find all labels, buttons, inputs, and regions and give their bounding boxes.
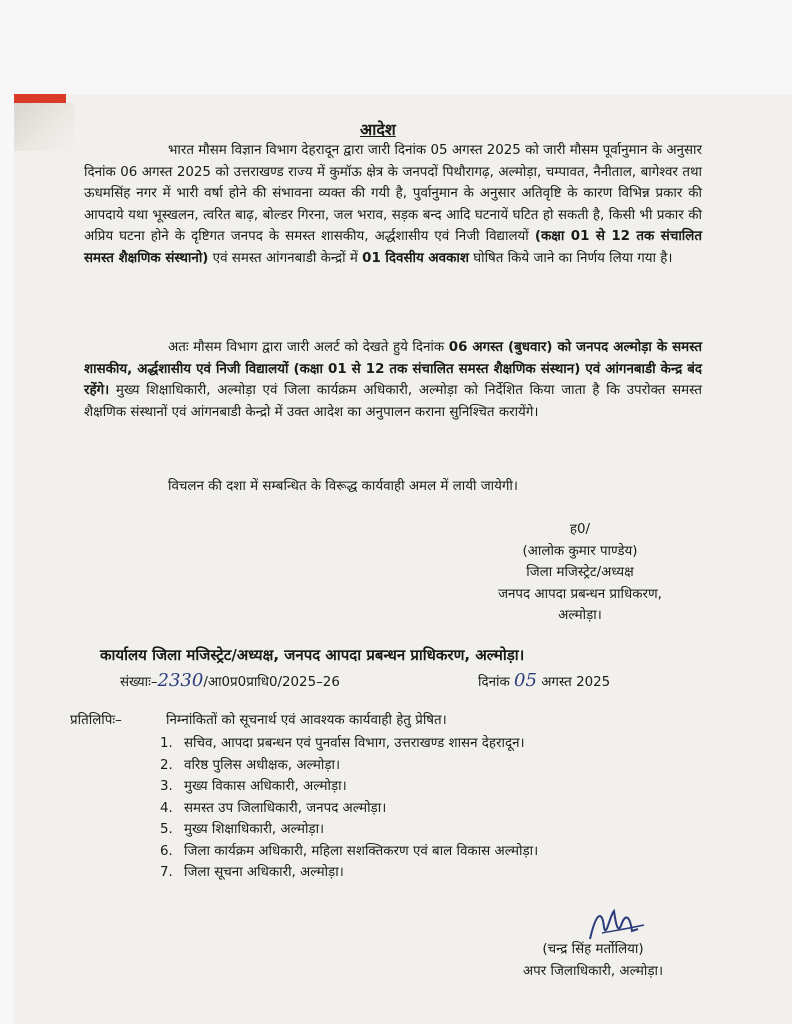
list-item <box>160 862 538 884</box>
office-heading: कार्यालय जिला मजिस्ट्रेट/अध्यक्ष, जनपद आपदा प्रबन्धन प्राधिकरण, अल्मोड़ा। <box>100 646 525 664</box>
para3-text: विचलन की दशा में सम्बन्धित के विरूद्ध कार्यवाही अमल में लायी जायेगी। <box>168 479 518 494</box>
sign-note: ह0/ <box>569 522 591 537</box>
para2-start: अतः मौसम विभाग द्वारा जारी अलर्ट को देखते हुये दिनांक <box>168 340 445 355</box>
signatory-place: अल्मोड़ा। <box>558 608 602 623</box>
item-number: 4. <box>160 800 173 816</box>
item-text: मुख्य शिक्षाधिकारी, अल्मोड़ा। <box>184 822 325 837</box>
item-number: 1. <box>160 736 173 751</box>
para1-mid-text: एवं समस्त आंगनबाडी केन्द्रों में <box>212 250 358 266</box>
copy-recipient-list <box>160 733 538 884</box>
copy-label: प्रतिलिपिः– <box>70 713 122 728</box>
para1-text: भारत मौसम विज्ञान विभाग देहरादून द्वारा जारी दिनांक 05 अगस्त 2025 को जारी मौसम पूर्वानुमान के अनुसार दिनांक 06 अगस्त 2025 को उत्तराखण्ड राज्य में कुमॉऊ क्षेत्र के जनपदों पिथौरागढ़, अल्मोड़ा, चम्पावत, नैनीताल, बागेश्वर तथा ऊधमसिंह नगर में भारी वर्षा होने की संभावना व्यक्त की गयी है, पुर्वानुमान के अनुसार अतिवृष्टि के कारण विभिन्न प्रकार की आपदाये यथा भूस्खलन, त्वरित बाढ़, बोल्डर गिरना, जल भराव, सड़क बन्द आदि घटनायें घटित हो सकती है, किसी भी प्रकार की अप्रिय घटना होने के दृष्टिगत जनपद के समस्त शासकीय, अर्द्धशासीय एवं निजी विद्यालयों <box>84 143 702 244</box>
item-number: 3. <box>160 779 173 794</box>
list-item <box>160 819 538 841</box>
issue-date <box>478 670 610 691</box>
item-text: जिला कार्यक्रम अधिकारी, महिला सशक्तिकरण एवं बाल विकास अल्मोड़ा। <box>184 843 539 859</box>
order-title: आदेश <box>360 120 396 139</box>
item-text: समस्त उप जिलाधिकारी, जनपद अल्मोड़ा। <box>184 800 387 816</box>
ref-handwritten-number: 2330 <box>157 670 204 691</box>
date-handwritten-day: 05 <box>514 670 537 691</box>
list-item <box>160 755 538 777</box>
para1-end-text: घोषित किये जाने का निर्णय लिया गया है। <box>473 250 673 266</box>
signatory-authority: जनपद आपदा प्रबन्धन प्राधिकरण, <box>498 586 662 602</box>
para2-end: मुख्य शिक्षाधिकारी, अल्मोड़ा एवं जिला कार्यक्रम अधिकारी, अल्मोड़ा को निर्देशित किया जाता है कि उपरोक्त समस्त शैक्षणिक संस्थानों एवं आंगनबाडी केन्द्रो में उक्त आदेश का अनुपालन कराना सुनिश्चित करायेंगे। <box>84 383 702 420</box>
item-number: 7. <box>160 865 173 880</box>
item-text: वरिष्ठ पुलिस अधीक्षक, अल्मोड़ा। <box>184 757 341 773</box>
item-number: 2. <box>160 757 173 773</box>
list-item <box>160 733 538 755</box>
para1-bold-holiday: 01 दिवसीय अवकाश <box>362 250 469 266</box>
signatory2-designation: अपर जिलाधिकारी, अल्मोड़ा। <box>522 963 664 979</box>
copy-intro: निम्नांकितों को सूचनार्थ एवं आवश्यक कार्यवाही हेतु प्रेषित। <box>166 713 447 728</box>
signatory-block <box>440 519 720 627</box>
item-text: मुख्य विकास अधिकारी, अल्मोड़ा। <box>184 779 347 794</box>
order-paragraph-3 <box>84 476 702 498</box>
list-item <box>160 798 538 820</box>
para1-bold-classes: (कक्षा 01 से 12 तक संचालित समस्त शैक्षणिक संस्थानो) <box>84 229 702 266</box>
signatory2-name: (चन्द्र सिंह मर्तोलिया) <box>542 942 644 957</box>
list-item <box>160 776 538 798</box>
reference-number <box>120 670 340 691</box>
item-text: सचिव, आपदा प्रबन्धन एवं पुनर्वास विभाग, उत्तराखण्ड शासन देहरादून। <box>184 736 525 751</box>
signatory2-block <box>498 939 688 982</box>
date-label: दिनांक <box>478 675 510 690</box>
item-number: 6. <box>160 843 173 859</box>
ref-suffix: /आ0प्र0प्राधि0/2025–26 <box>203 675 340 690</box>
order-paragraph-1 <box>84 140 702 269</box>
para2-bold-closure: 06 अगस्त (बुधवार) को जनपद अल्मोड़ा के समस्त शासकीय, अर्द्धशासीय एवं निजी विद्यालयों (कक्षा 01 से 12 तक संचालित समस्त शैक्षणिक संस्थान) एवं आंगनबाडी केन्द्र बंद रहेंगे। <box>84 340 703 398</box>
item-text: जिला सूचना अधिकारी, अल्मोड़ा। <box>184 865 344 880</box>
ref-label: संख्याः– <box>120 675 158 690</box>
signatory-designation: जिला मजिस्ट्रेट/अध्यक्ष <box>526 565 634 580</box>
top-bar <box>0 0 792 92</box>
item-number: 5. <box>160 822 173 837</box>
red-edge-mark <box>14 94 66 103</box>
date-rest: अगस्त 2025 <box>541 675 611 690</box>
paper-fold <box>14 103 74 151</box>
signatory-name: (आलोक कुमार पाण्डेय) <box>522 543 638 559</box>
list-item <box>160 841 538 863</box>
order-paragraph-2 <box>84 337 702 423</box>
